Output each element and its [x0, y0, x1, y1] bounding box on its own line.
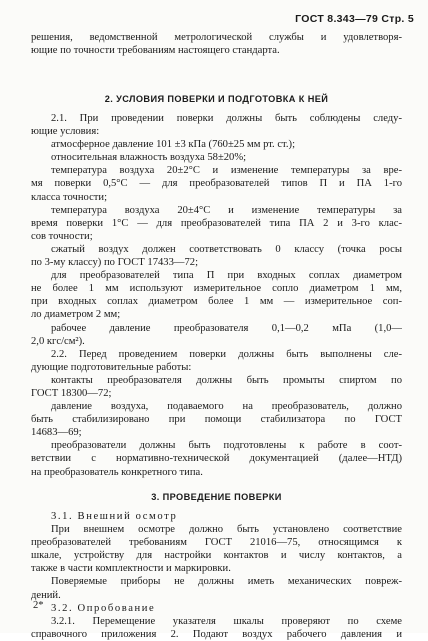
text-line: ветствии с нормативно-технической документацией (далее—НТД)	[31, 453, 402, 465]
text-line: преобразователей требованиям ГОСТ 21016—75, относящимся к	[31, 537, 402, 549]
text-line: 2,0 кгс/см²).	[31, 335, 85, 347]
text-line: 3.2.1. Перемещение указателя шкалы проверяют по схеме	[51, 615, 402, 627]
text-line: ло диаметром 2 мм;	[31, 309, 121, 321]
text-line: не более 1 мм используют измерительное сопло диаметром 1 мм,	[31, 283, 402, 295]
text-line: Поверяемые приборы не должны иметь механических повреж-	[51, 576, 402, 588]
text-line: 2.1. При проведении поверки должны быть соблюдены следу-	[51, 113, 402, 124]
text-line: сжатый воздух должен соответствовать 0 классу (точка росы	[51, 243, 402, 255]
text-line: дений.	[31, 589, 61, 601]
text-line: давление воздуха, подаваемого на преобразователь, должно	[51, 401, 402, 413]
text-line: рабочее давление преобразователя 0,1—0,2 мПа (1,0—	[51, 322, 402, 334]
text-line: относительная влажность воздуха 58±20%;	[51, 152, 247, 164]
section-2-body	[31, 112, 402, 479]
text-line: для преобразователей типа П при входных соплах диаметром	[51, 270, 402, 282]
text-line: температура воздуха 20±4°C и изменение температуры за	[51, 204, 402, 216]
text-line: ГОСТ 18300—72;	[31, 387, 112, 399]
text-line: атмосферное давление 101 ±3 кПа (760±25 мм рт. ст.);	[51, 139, 296, 151]
text-line: решения, ведомственной метрологической службы и удовлетворя-	[31, 32, 402, 43]
text-line: При внешнем осмотре должно быть установлено соответствие	[51, 524, 402, 536]
text-line: быть стабилизировано при помощи стабилизатора по ГОСТ	[31, 414, 402, 426]
intro-paragraph	[31, 31, 402, 57]
text-line: контакты преобразователя должны быть промыты спиртом по	[51, 374, 402, 386]
text-line: справочного приложения 2. Подают воздух рабочего давления и	[31, 628, 402, 640]
page-number: 2*	[33, 600, 44, 611]
text-line: ющие условия:	[31, 126, 100, 138]
text-line: дующие подготовительные работы:	[31, 361, 192, 373]
section-3-heading: 3. ПРОВЕДЕНИЕ ПОВЕРКИ	[151, 492, 282, 502]
section-3-body	[31, 510, 402, 641]
page-header: ГОСТ 8.343—79 Стр. 5	[295, 13, 414, 25]
text-line: шкале, устройству для настройки контактов и числу контактов, а	[31, 550, 402, 562]
text-line: по 3-му классу) по ГОСТ 17433—72;	[31, 257, 199, 269]
subsection-heading: 3.1. Внешний осмотр	[51, 511, 178, 522]
text-line: время поверки 1°C — для преобразователей типа ПА 2 и 3-го клас-	[31, 217, 402, 229]
text-line: 14683—69;	[31, 427, 82, 439]
subsection-heading: 3.2. Опробование	[51, 602, 156, 614]
text-line: ющие по точности требованиям настоящего стандарта.	[31, 45, 280, 57]
section-2-heading-wrap	[31, 93, 402, 106]
section-3-heading-wrap	[31, 491, 402, 504]
text-line: мя поверки 0,5°C — для преобразователей типов П и ПА 1-го	[31, 178, 402, 190]
text-line: преобразователи должны быть подготовлены к работе в соот-	[51, 440, 402, 452]
text-line: 2.2. Перед проведением поверки должны быть выполнены сле-	[51, 348, 402, 360]
section-2-heading: 2. УСЛОВИЯ ПОВЕРКИ И ПОДГОТОВКА К НЕЙ	[104, 94, 329, 104]
text-line: сов точности;	[31, 230, 93, 242]
text-line: также в части комплектности и маркировки.	[31, 563, 231, 575]
text-line: на преобразователь конкретного типа.	[31, 466, 203, 478]
text-line: температура воздуха 20±2°C и изменение температуры за вре-	[51, 165, 402, 177]
text-line: класса точности;	[31, 191, 108, 203]
text-line: при входных соплах диаметром более 1 мм — измерительное соп-	[31, 296, 402, 308]
